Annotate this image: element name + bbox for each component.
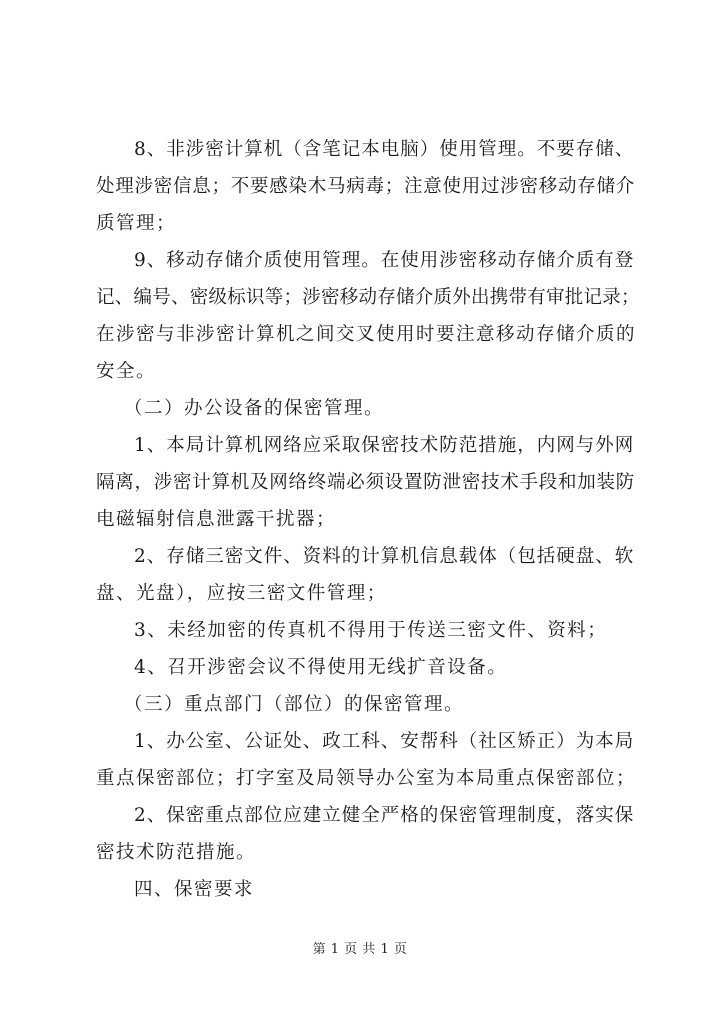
paragraph-9-line-1: 9、移动存储介质使用管理。在使用涉密移动存储介质有登 — [134, 250, 635, 271]
paragraph-2-2-line-2: 盘、光盘），应按三密文件管理； — [96, 583, 387, 604]
page-number-footer: 第 1 页 共 1 页 — [312, 942, 408, 957]
section-3-heading: （三）重点部门（部位）的保密管理。 — [124, 694, 465, 715]
paragraph-9-line-4: 安全。 — [96, 361, 157, 382]
paragraph-9-line-3: 在涉密与非涉密计算机之间交叉使用时要注意移动存储介质的 — [96, 324, 637, 345]
paragraph-8-line-1: 8、非涉密计算机（含笔记本电脑）使用管理。不要存储、 — [134, 139, 635, 160]
paragraph-3-2-line-1: 2、保密重点部位应建立健全严格的保密管理制度，落实保 — [134, 805, 635, 826]
paragraph-3-1-line-1: 1、办公室、公证处、政工科、安帮科（社区矫正）为本局 — [134, 731, 635, 752]
paragraph-3-2-line-2: 密技术防范措施。 — [96, 842, 257, 863]
paragraph-2-1-line-2: 隔离，涉密计算机及网络终端必须设置防泄密技术手段和加装防 — [96, 472, 636, 493]
paragraph-3-1-line-2: 重点保密部位；打字室及局领导办公室为本局重点保密部位； — [96, 768, 637, 789]
paragraph-8-line-3: 质管理； — [96, 213, 177, 234]
section-4-heading: 四、保密要求 — [134, 879, 255, 900]
paragraph-8-line-2: 处理涉密信息；不要感染木马病毒；注意使用过涉密移动存储介 — [96, 176, 636, 197]
paragraph-2-4: 4、召开涉密会议不得使用无线扩音设备。 — [134, 657, 508, 678]
paragraph-2-3: 3、未经加密的传真机不得用于传送三密文件、资料； — [134, 620, 608, 641]
paragraph-9-line-2: 记、编号、密级标识等；涉密移动存储介质外出携带有审批记录； — [96, 287, 640, 308]
paragraph-2-2-line-1: 2、存储三密文件、资料的计算机信息载体（包括硬盘、软 — [134, 546, 635, 567]
paragraph-2-1-line-1: 1、本局计算机网络应采取保密技术防范措施，内网与外网 — [134, 435, 635, 456]
paragraph-2-1-line-3: 电磁辐射信息泄露干扰器； — [96, 509, 337, 530]
section-2-heading: （二）办公设备的保密管理。 — [124, 398, 385, 419]
